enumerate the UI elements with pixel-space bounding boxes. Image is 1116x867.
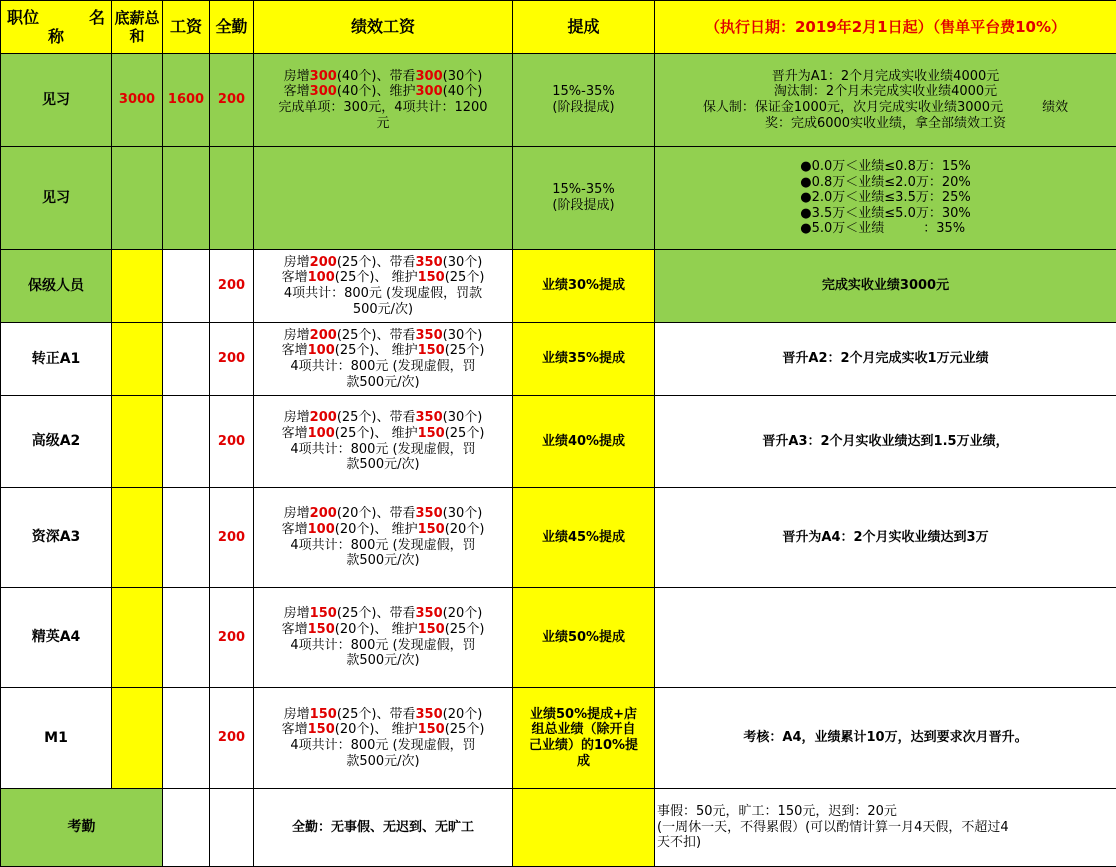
attendance-cell <box>210 789 254 867</box>
note-cell: 晋升为A4：2个月实收业绩达到3万 <box>655 488 1116 588</box>
base-total-cell <box>112 250 163 323</box>
header-note: （执行日期：2019年2月1日起）（售单平台费10%） <box>655 1 1116 54</box>
table-row <box>1 488 1116 588</box>
note-cell: 晋升为A1：2个月完成实收业绩4000元 淘汰制：2个月未完成实收业绩4000元 保人制：保证金1000元，次月完成实收业绩3000元 绩效 奖：完成6000实收业绩，拿全部绩效工资 <box>655 54 1116 147</box>
performance-cell <box>254 147 513 250</box>
attendance-cell: 200 <box>210 488 254 588</box>
position-cell: 见习 <box>1 54 112 147</box>
position-cell: 资深A3 <box>1 488 112 588</box>
commission-cell: 业绩35%提成 <box>513 323 655 396</box>
position-cell: 转正A1 <box>1 323 112 396</box>
commission-cell: 15%-35% (阶段提成) <box>513 147 655 250</box>
table-row <box>1 588 1116 688</box>
header-position: 职位 名 称 <box>1 1 112 54</box>
note-cell: 事假：50元，旷工：150元，迟到：20元 (一周休一天，不得累假）(可以酌情计算一月4天假，不超过4 天不扣) <box>655 789 1116 867</box>
tier-item: ●5.0万＜业绩 ：35% <box>800 221 970 237</box>
commission-cell: 业绩45%提成 <box>513 488 655 588</box>
table-row <box>1 250 1116 323</box>
tier-item: ●2.0万＜业绩≤3.5万：25% <box>800 190 970 206</box>
tier-item: ●0.0万＜业绩≤0.8万：15% <box>800 159 970 175</box>
attendance-rule-cell: 全勤：无事假、无迟到、无旷工 <box>254 789 513 867</box>
base-total-cell: 3000 <box>112 54 163 147</box>
attendance-cell: 200 <box>210 396 254 488</box>
note-cell: 完成实收业绩3000元 <box>655 250 1116 323</box>
note-cell: 晋升A3：2个月实收业绩达到1.5万业绩， <box>655 396 1116 488</box>
attendance-cell: 200 <box>210 54 254 147</box>
base-total-cell <box>112 688 163 789</box>
table-row <box>1 789 1116 867</box>
base-total-cell <box>112 147 163 250</box>
base-total-cell <box>112 323 163 396</box>
position-cell: M1 <box>1 688 112 789</box>
salary-cell <box>163 396 210 488</box>
performance-cell: 房增200(25个)、带看350(30个) 客增100(25个)、 维护150(25个) 4项共计：800元 (发现虚假，罚 款500元/次) <box>254 323 513 396</box>
commission-cell: 业绩50%提成 <box>513 588 655 688</box>
note-cell <box>655 588 1116 688</box>
performance-cell: 房增300(40个)、带看300(30个) 客增300(40个)、维护300(40个) 完成单项：300元，4项共计：1200 元 <box>254 54 513 147</box>
header-base-total: 底薪总和 <box>112 1 163 54</box>
position-cell: 精英A4 <box>1 588 112 688</box>
table-row <box>1 147 1116 250</box>
attendance-cell: 200 <box>210 323 254 396</box>
salary-cell: 1600 <box>163 54 210 147</box>
attendance-cell <box>210 147 254 250</box>
commission-cell: 业绩40%提成 <box>513 396 655 488</box>
salary-cell <box>163 488 210 588</box>
table-row <box>1 323 1116 396</box>
salary-cell <box>163 323 210 396</box>
header-commission: 提成 <box>513 1 655 54</box>
table-row <box>1 54 1116 147</box>
commission-cell: 业绩30%提成 <box>513 250 655 323</box>
position-cell: 考勤 <box>1 789 163 867</box>
salary-cell <box>163 147 210 250</box>
base-total-cell <box>112 488 163 588</box>
header-salary: 工资 <box>163 1 210 54</box>
note-cell: 晋升A2：2个月完成实收1万元业绩 <box>655 323 1116 396</box>
attendance-cell: 200 <box>210 588 254 688</box>
tier-item: ●3.5万＜业绩≤5.0万：30% <box>800 206 970 222</box>
performance-cell: 房增150(25个)、带看350(20个) 客增150(20个)、 维护150(25个) 4项共计：800元 (发现虚假，罚 款500元/次) <box>254 588 513 688</box>
attendance-cell: 200 <box>210 688 254 789</box>
salary-cell <box>163 250 210 323</box>
position-cell: 保级人员 <box>1 250 112 323</box>
performance-cell: 房增200(25个)、带看350(30个) 客增100(25个)、 维护150(25个) 4项共计：800元 (发现虚假，罚款 500元/次) <box>254 250 513 323</box>
base-total-cell <box>112 588 163 688</box>
salary-cell <box>163 789 210 867</box>
position-cell: 高级A2 <box>1 396 112 488</box>
commission-cell <box>513 789 655 867</box>
commission-cell: 业绩50%提成+店 组总业绩（除开自 己业绩）的10%提 成 <box>513 688 655 789</box>
performance-cell: 房增200(20个)、带看350(30个) 客增100(20个)、 维护150(20个) 4项共计：800元 (发现虚假，罚 款500元/次) <box>254 488 513 588</box>
header-attendance: 全勤 <box>210 1 254 54</box>
note-cell: 考核：A4，业绩累计10万，达到要求次月晋升。 <box>655 688 1116 789</box>
salary-cell <box>163 688 210 789</box>
table-row <box>1 396 1116 488</box>
performance-cell: 房增200(25个)、带看350(30个) 客增100(25个)、 维护150(25个) 4项共计：800元 (发现虚假，罚 款500元/次) <box>254 396 513 488</box>
tier-item: ●0.8万＜业绩≤2.0万：20% <box>800 175 970 191</box>
performance-cell: 房增150(25个)、带看350(20个) 客增150(20个)、 维护150(25个) 4项共计：800元 (发现虚假，罚 款500元/次) <box>254 688 513 789</box>
tier-list-cell <box>655 147 1116 250</box>
table-row <box>1 688 1116 789</box>
attendance-cell: 200 <box>210 250 254 323</box>
header-performance: 绩效工资 <box>254 1 513 54</box>
base-total-cell <box>112 396 163 488</box>
salary-cell <box>163 588 210 688</box>
position-cell: 见习 <box>1 147 112 250</box>
commission-cell: 15%-35% (阶段提成) <box>513 54 655 147</box>
